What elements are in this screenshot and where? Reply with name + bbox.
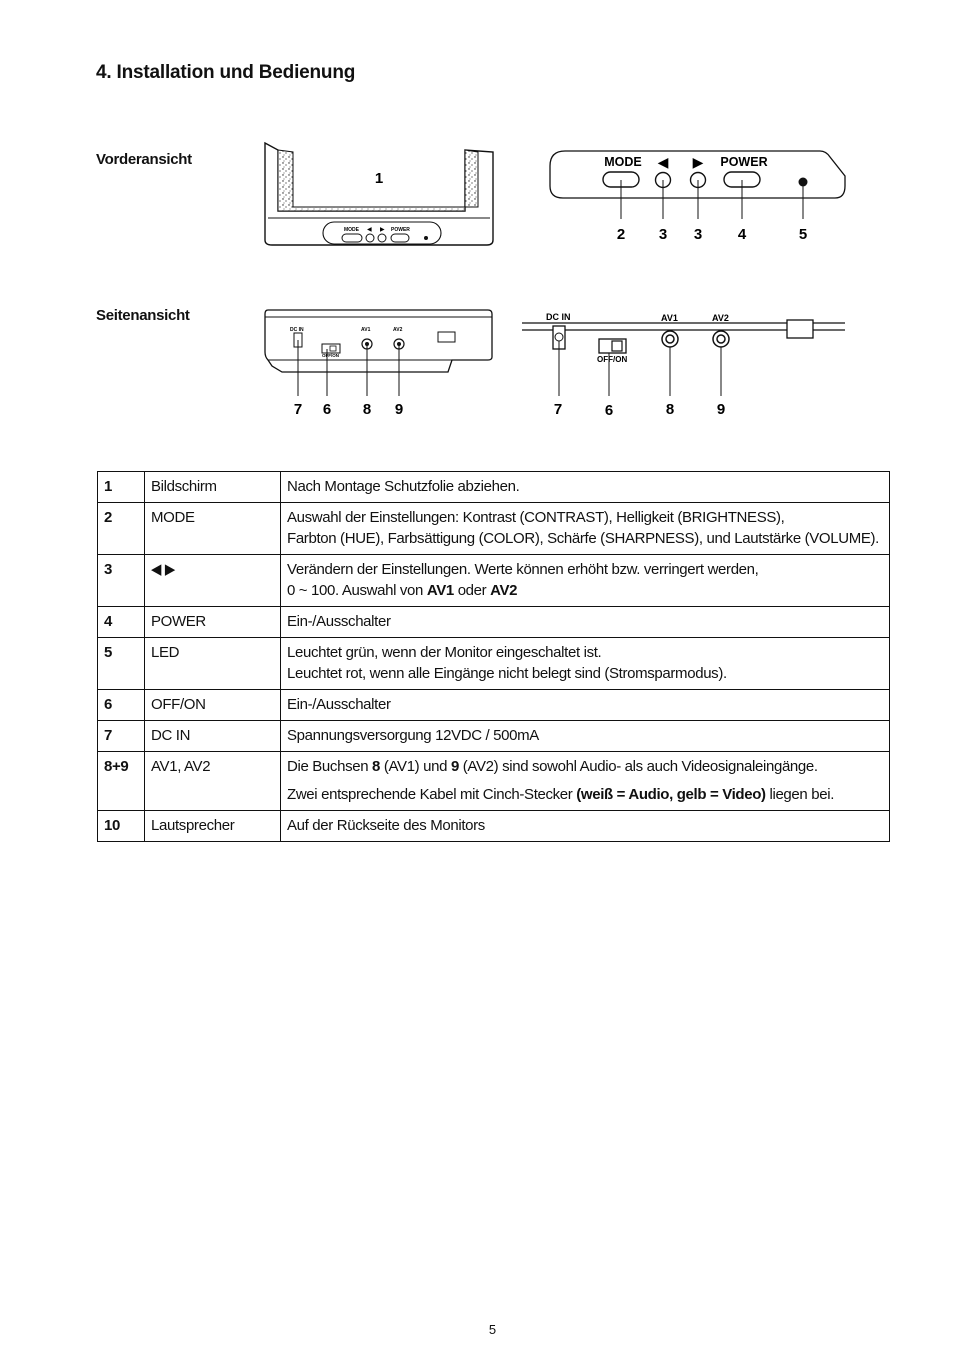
description-line — [287, 559, 883, 580]
description-text: Spannungsversorgung 12VDC / 500mA — [287, 727, 539, 744]
callout-detail-dcin: 7 — [553, 401, 563, 418]
description-text: liegen bei. — [765, 786, 835, 803]
side-panel-detail — [522, 312, 845, 419]
mini-power-label: POWER — [391, 227, 410, 233]
detail-left-arrow: ◀ — [657, 154, 669, 170]
detail-right-arrow: ▶ — [692, 154, 704, 170]
legend-row-description — [281, 555, 890, 607]
legend-row-name: MODE — [145, 503, 281, 555]
description-bold-text: 8 — [372, 758, 381, 775]
description-text: Ein-/Ausschalter — [287, 696, 391, 713]
description-text: (AV1) und — [380, 758, 451, 775]
mini-right-arrow: ▶ — [380, 227, 385, 233]
legend-row-number: 6 — [98, 690, 145, 721]
detail-dcin-label: DC IN — [546, 312, 571, 322]
legend-row-name: DC IN — [145, 721, 281, 752]
mini-mode-label: MODE — [344, 227, 359, 233]
description-line — [287, 756, 883, 777]
description-bold-text: AV2 — [490, 582, 518, 599]
monitor-side-illustration — [265, 310, 492, 418]
description-text: 0 ~ 100. Auswahl von — [287, 582, 427, 599]
legend-row-number: 10 — [98, 811, 145, 842]
description-text: Ein-/Ausschalter — [287, 613, 391, 630]
legend-row-description — [281, 690, 890, 721]
legend-row-name: LED — [145, 638, 281, 690]
description-line — [287, 528, 883, 549]
monitor-front-illustration — [265, 143, 493, 245]
legend-row-description — [281, 607, 890, 638]
legend-row-name: POWER — [145, 607, 281, 638]
detail-offon-label: OFF/ON — [597, 355, 628, 364]
description-line — [287, 815, 883, 836]
legend-row — [98, 690, 890, 721]
description-line — [287, 476, 883, 497]
legend-row-name: OFF/ON — [145, 690, 281, 721]
callout-detail-av1: 8 — [665, 401, 675, 418]
legend-row-number: 8+9 — [98, 752, 145, 811]
legend-row-description — [281, 472, 890, 503]
side-view-label: Seitenansicht — [96, 307, 190, 324]
legend-row-name: Bildschirm — [145, 472, 281, 503]
page-title: 4. Installation und Bedienung — [96, 62, 356, 83]
description-text: Auswahl der Einstellungen: Kontrast (CONTRAST), Helligkeit (BRIGHTNESS), — [287, 509, 785, 526]
detail-av1-label: AV1 — [661, 313, 678, 323]
callout-detail-av2: 9 — [716, 401, 726, 418]
callout-mode: 2 — [616, 226, 626, 243]
description-text: Leuchtet rot, wenn alle Eingänge nicht belegt sind (Stromsparmodus). — [287, 665, 727, 682]
description-text: (AV2) sind sowohl Audio- als auch Videosignaleingänge. — [458, 758, 818, 775]
callout-screen: 1 — [374, 170, 384, 187]
callout-left: 3 — [658, 226, 668, 243]
description-line — [287, 580, 883, 601]
legend-row-name: Lautsprecher — [145, 811, 281, 842]
callout-side-av1: 8 — [362, 401, 372, 418]
legend-row-number: 7 — [98, 721, 145, 752]
legend-row-number: 3 — [98, 555, 145, 607]
mini-av2-label: AV2 — [393, 327, 403, 333]
legend-row — [98, 607, 890, 638]
callout-detail-offon: 6 — [604, 402, 614, 419]
description-text: Leuchtet grün, wenn der Monitor eingeschaltet ist. — [287, 644, 602, 661]
device-diagrams — [0, 0, 954, 440]
description-text: Nach Montage Schutzfolie abziehen. — [287, 478, 520, 495]
mini-av1-label: AV1 — [361, 327, 371, 333]
legend-row — [98, 472, 890, 503]
legend-row — [98, 811, 890, 842]
description-text: oder — [453, 582, 491, 599]
mini-left-arrow: ◀ — [367, 227, 372, 233]
legend-row-name: ◀ ▶ — [145, 555, 281, 607]
detail-mode-label: MODE — [604, 155, 642, 169]
description-line — [287, 725, 883, 746]
detail-power-label: POWER — [720, 155, 768, 169]
legend-row — [98, 503, 890, 555]
legend-row-number: 4 — [98, 607, 145, 638]
front-panel-detail — [550, 151, 845, 243]
description-line — [287, 642, 883, 663]
description-line — [287, 507, 883, 528]
description-line — [287, 663, 883, 684]
legend-row-description — [281, 503, 890, 555]
page-number: 5 — [488, 1322, 497, 1337]
legend-row-number: 1 — [98, 472, 145, 503]
legend-row — [98, 555, 890, 607]
legend-row — [98, 721, 890, 752]
description-bold-text: 9 — [450, 758, 459, 775]
mini-dcin-label: DC IN — [290, 327, 304, 333]
description-text: Farbton (HUE), Farbsättigung (COLOR), Schärfe (SHARPNESS), und Lautstärke (VOLUME). — [287, 530, 879, 547]
description-line — [287, 694, 883, 715]
legend-row-description — [281, 721, 890, 752]
legend-row-name: AV1, AV2 — [145, 752, 281, 811]
description-bold-text: AV1 — [426, 582, 454, 599]
description-text: Die Buchsen — [287, 758, 373, 775]
detail-av2-label: AV2 — [712, 313, 729, 323]
front-view-label: Vorderansicht — [96, 151, 192, 168]
description-line — [287, 611, 883, 632]
legend-row-description — [281, 638, 890, 690]
legend-row — [98, 638, 890, 690]
legend-row-number: 2 — [98, 503, 145, 555]
description-bold-text: (weiß = Audio, gelb = Video) — [576, 786, 766, 803]
callout-led: 5 — [798, 226, 808, 243]
description-text: Auf der Rückseite des Monitors — [287, 817, 485, 834]
callout-power: 4 — [737, 226, 747, 243]
description-text: Verändern der Einstellungen. Werte können erhöht bzw. verringert werden, — [287, 561, 759, 578]
legend-row-description — [281, 752, 890, 811]
callout-side-offon: 6 — [322, 401, 332, 418]
callout-side-av2: 9 — [394, 401, 404, 418]
legend-table — [97, 471, 890, 842]
mini-offon-label: OFF/ON — [322, 353, 339, 358]
legend-row-description — [281, 811, 890, 842]
callout-right: 3 — [693, 226, 703, 243]
description-text: Zwei entsprechende Kabel mit Cinch-Stecker — [287, 786, 577, 803]
legend-row — [98, 752, 890, 811]
legend-table-body — [98, 472, 890, 842]
callout-side-dcin: 7 — [293, 401, 303, 418]
legend-row-number: 5 — [98, 638, 145, 690]
description-line — [287, 784, 883, 805]
